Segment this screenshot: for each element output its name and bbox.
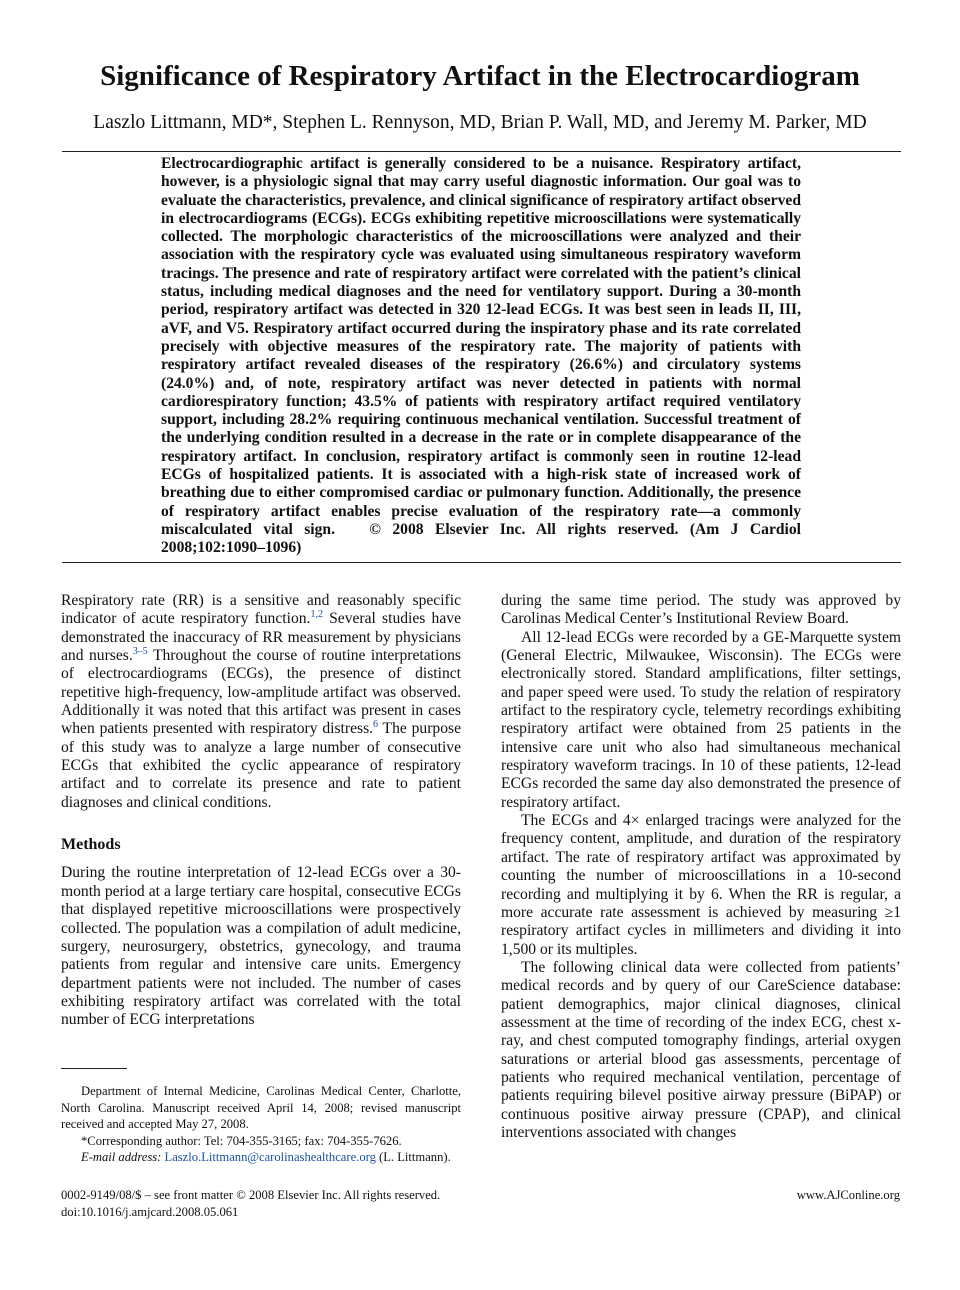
journal-website[interactable]: www.AJConline.org [796,1188,900,1202]
affiliation-note: Department of Internal Medicine, Carolinas Medical Center, Charlotte, North Carolina. Manuscript received April 14, 2008; revised manuscript received and accepted May 27, 2008. [61,1084,461,1132]
email-label: E-mail address: [81,1150,162,1165]
abstract-bottom-rule [62,562,901,563]
left-column [61,592,461,1030]
intro-text-2: Several studies have demonstrated the inaccuracy of RR measurement by physicians and nurses. [61,610,461,665]
body-paragraph: The ECGs and 4× enlarged tracings were analyzed for the frequency content, amplitude, and duration of the respiratory artifact. The rate of respiratory artifact was approximated by counting the number of microoscillations in a 10-second recording and multiplying it by 6. When the RR is regular, a more accurate rate assessment is achieved by measuring ≥1 respiratory artifact cycles in millimeters and dividing it into 1,500 or its multiples. [501,812,901,958]
body-paragraph: All 12-lead ECGs were recorded by a GE-Marquette system (General Electric, Milwaukee, Wisconsin). The ECGs were electronically stored. Standard amplifications, filter settings, and paper speed were used. To study the relation of respiratory artifact to the respiratory cycle, telemetry recordings exhibiting respiratory artifact were obtained from 25 patients in the intensive care unit who also had simultaneous mechanical respiratory waveform tracings. In 10 of these patients, 12-lead ECGs recorded the same day also demonstrated the presence of respiratory artifact. [501,628,901,811]
right-column [501,592,901,1142]
email-link[interactable]: Laszlo.Littmann@carolinashealthcare.org [164,1150,376,1165]
issn-line: 0002-9149/08/$ – see front matter © 2008 Elsevier Inc. All rights reserved. [61,1188,441,1202]
footnote-rule [61,1068,127,1069]
email-note [61,1149,461,1166]
email-suffix: (L. Littmann). [375,1150,451,1165]
corresponding-author-note: *Corresponding author: Tel: 704-355-3165; fax: 704-355-7626. [81,1133,402,1148]
footer-left [61,1187,440,1221]
intro-text-1: Respiratory rate (RR) is a sensitive and reasonably specific indicator of acute respiratory function. [61,592,461,628]
reference-link[interactable]: 1,2 [310,609,323,621]
intro-paragraph [61,592,461,812]
methods-paragraph: During the routine interpretation of 12-lead ECGs over a 30-month period at a large tertiary care hospital, consecutive ECGs that displayed repetitive microoscillations were prospectively collected. The population was a compilation of adult medicine, surgery, neurosurgery, obstetrics, gynecology, and trauma patients from regular and intensive care units. Emergency department patients were not included. The number of cases exhibiting respiratory artifact was correlated with the total number of ECG interpretations [61,864,461,1029]
footnotes [61,1083,461,1166]
reference-link[interactable]: 6 [373,719,379,731]
article-title: Significance of Respiratory Artifact in the Electrocardiogram [100,60,860,92]
author-list: Laszlo Littmann, MD*, Stephen L. Rennyson, MD, Brian P. Wall, MD, and Jeremy M. Parker, MD [93,112,867,133]
body-paragraph: during the same time period. The study was approved by Carolinas Medical Center’s Institutional Review Board. [501,592,901,628]
abstract-top-rule [62,151,901,152]
intro-text-3: Throughout the course of routine interpretations of electrocardiograms (ECGs), the presence of distinct repetitive high-frequency, low-amplitude artifact was observed. Additionally it was noted that this artifact was present in cases when patients presented with respiratory distress. [61,647,461,738]
intro-text-4: The purpose of this study was to analyze a large number of consecutive ECGs that exhibited the cyclic appearance of respiratory artifact and to correlate its presence and rate to patient diagnoses and clinical conditions. [61,720,461,811]
abstract-copyright: © 2008 Elsevier Inc. All rights reserved. (Am J Cardiol 2008;102:1090–1096) [161,520,802,557]
doi-line[interactable]: doi:10.1016/j.amjcard.2008.05.061 [61,1205,239,1219]
abstract-text: Electrocardiographic artifact is generally considered to be a nuisance. Respiratory artifact, however, is a physiologic signal that may carry useful diagnostic information. Our goal was to evaluate the characteristics, prevalence, and clinical significance of respiratory artifact observed in electrocardiograms (ECGs). ECGs exhibiting repetitive microoscillations were systematically collected. The morphologic characteristics of the microoscillations were analyzed and their association with the respiratory cycle was evaluated using simultaneous respiratory waveform tracings. The presence and rate of respiratory artifact were correlated with the patient’s clinical status, including medical diagnoses and the need for ventilatory support. During a 30-month period, respiratory artifact was detected in 320 12-lead ECGs. It was best seen in leads II, III, aVF, and V5. Respiratory artifact occurred during the inspiratory phase and its rate correlated precisely with objective measures of the respiratory rate. The majority of patients with respiratory artifact revealed diseases of the respiratory (26.6%) and circulatory systems (24.0%) and, of note, respiratory artifact was never detected in patients with normal cardiorespiratory function; 43.5% of patients with respiratory artifact required ventilatory support, including 28.2% requiring continuous mechanical ventilation. Successful treatment of the underlying condition resulted in a decrease in the rate or in complete disappearance of the respiratory artifact. In conclusion, respiratory artifact is commonly seen in routine 12-lead ECGs of hospitalized patients. It is associated with a high-risk state of increased work of breathing due to either compromised cardiac or pulmonary function. Additionally, the presence of respiratory artifact enables precise evaluation of the respiratory rate—a commonly miscalculated vital sign. [161,155,801,538]
body-paragraph: The following clinical data were collected from patients’ medical records and by query of our CareScience database: patient demographics, major clinical diagnoses, clinical assessment at the time of recording of the index ECG, chest x-ray, and chest computed tomography findings, arterial oxygen saturations or arterial blood gas assessments, percentage of patients who required mechanical ventilation, percentage of patients requiring bilevel positive airway pressure (BiPAP) or continuous positive airway pressure (CPAP), and clinical interventions associated with changes [501,958,901,1141]
methods-heading: Methods [61,836,121,854]
reference-link[interactable]: 3–5 [132,645,148,657]
abstract [161,155,801,558]
